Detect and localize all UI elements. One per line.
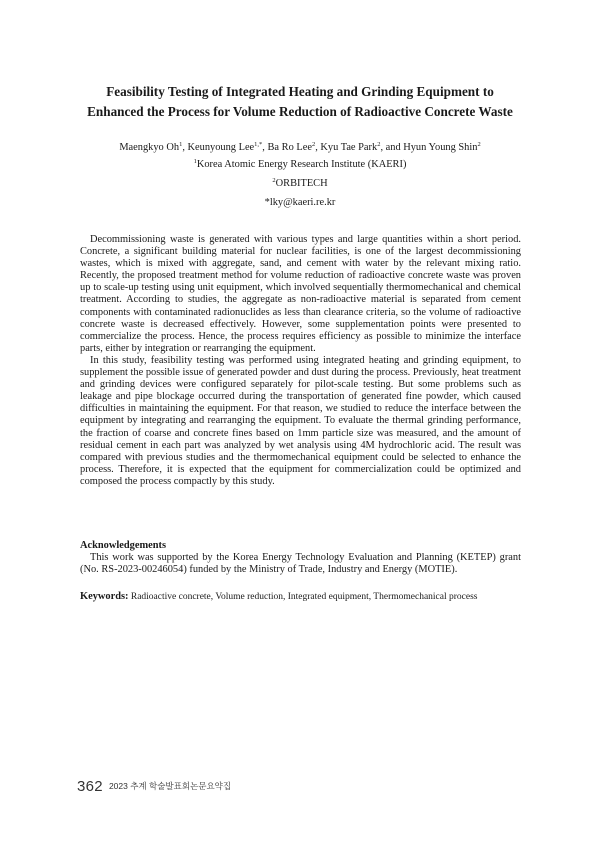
abstract bbox=[80, 234, 521, 488]
author-affiliation-mark: 1 bbox=[179, 141, 183, 148]
affiliation-text: ORBITECH bbox=[275, 178, 328, 189]
author-name: Keunyoung Lee bbox=[187, 142, 255, 153]
page-number: 362 bbox=[77, 778, 103, 795]
corresponding-email: *lky@kaeri.re.kr bbox=[264, 197, 336, 208]
acknowledgements-heading: Acknowledgements bbox=[80, 540, 167, 551]
affiliation-mark: 2 bbox=[272, 177, 276, 184]
author-affiliation-mark: 2 bbox=[311, 141, 316, 148]
author-affiliation-mark: 2 bbox=[377, 141, 381, 148]
title-line-2: Enhanced the Process for Volume Reduction of Radioactive Concrete Waste bbox=[87, 104, 513, 119]
abstract-paragraph-2: In this study, feasibility testing was performed using integrated heating and grinding equipment, to supplement the possible issue of generated powder and dust during the process. Previously, heat treatment and grinding devices were configured separately for pilot-scale testing. But some problems such as leakage and pipe blockage occurred during the transportation of generated fine powder, which caused difficulties in maintaining the equipment. For that reason, we studied to reduce the interface between the equipment by integrating and rearranging the equipment. To evaluate the thermal grinding performance, the fraction of coarse and concrete fines based on 1mm particle size was measured, and the amount of residual cement in each part was analyzed by wet analysis using 4M hydrochloric acid. The result was compared with previous studies and the thermomechanical equipment could be selected to enhance the process. Therefore, it is expected that the equipment for commercialization could be optimized and composed the process compactly by this study. bbox=[80, 354, 521, 487]
author-separator: , bbox=[315, 142, 321, 153]
journal-name: 2023 추계 학술발표회논문요약집 bbox=[108, 781, 232, 791]
author-name: Ba Ro Lee bbox=[267, 142, 312, 153]
keywords-text: Radioactive concrete, Volume reduction, Integrated equipment, Thermomechanical process bbox=[128, 592, 478, 602]
author-separator: , and bbox=[380, 142, 404, 153]
author-separator: , bbox=[182, 142, 188, 153]
page-footer bbox=[77, 778, 231, 796]
abstract-paragraph-1: Decommissioning waste is generated with various types and large quantities within a short period. Concrete, a significant building material for nuclear facilities, is one of the largest decommissioning wastes, which is mixed with aggregate, sand, and cement with water by the relevant mixing ratio. Recently, the proposed treatment method for volume reduction of radioactive concrete waste was proven up to scale-up testing using unit equipment, which involved sequentially thermomechanical and chemical treatment. According to studies, the aggregate as non-radioactive material is separated from cement components with contaminated radionuclides as less than clearance criteria, so the volume of radioactive concrete waste is decreased effectively. However, some supplementation points were presented to commercialize the process. Hence, the process requires efficiency as possible to minimize the interface parts, either by integration or rearranging the equipment. bbox=[80, 234, 521, 354]
author-affiliation-mark: 2 bbox=[477, 141, 481, 148]
author-name: Hyun Young Shin bbox=[403, 142, 478, 153]
author-name: Kyu Tae Park bbox=[320, 142, 378, 153]
paper-title bbox=[60, 82, 540, 122]
author-list bbox=[40, 141, 560, 154]
keywords-label: Keywords: bbox=[80, 591, 129, 602]
author-affiliation-mark: 1,* bbox=[254, 141, 263, 148]
affiliation-text: Korea Atomic Energy Research Institute (KAERI) bbox=[196, 159, 407, 170]
title-line-1: Feasibility Testing of Integrated Heating and Grinding Equipment to bbox=[106, 84, 494, 99]
affiliation-2 bbox=[40, 177, 560, 190]
author-name: Maengkyo Oh bbox=[119, 142, 180, 153]
affiliation-1 bbox=[40, 158, 560, 171]
affiliation-mark: 1 bbox=[193, 158, 197, 165]
keywords bbox=[80, 591, 530, 603]
acknowledgements-text: This work was supported by the Korea Energy Technology Evaluation and Planning (KETEP) grant (No. RS-2023-00246054) funded by the Ministry of Trade, Industry and Energy (MOTIE). bbox=[80, 552, 521, 576]
author-separator: , bbox=[262, 142, 268, 153]
